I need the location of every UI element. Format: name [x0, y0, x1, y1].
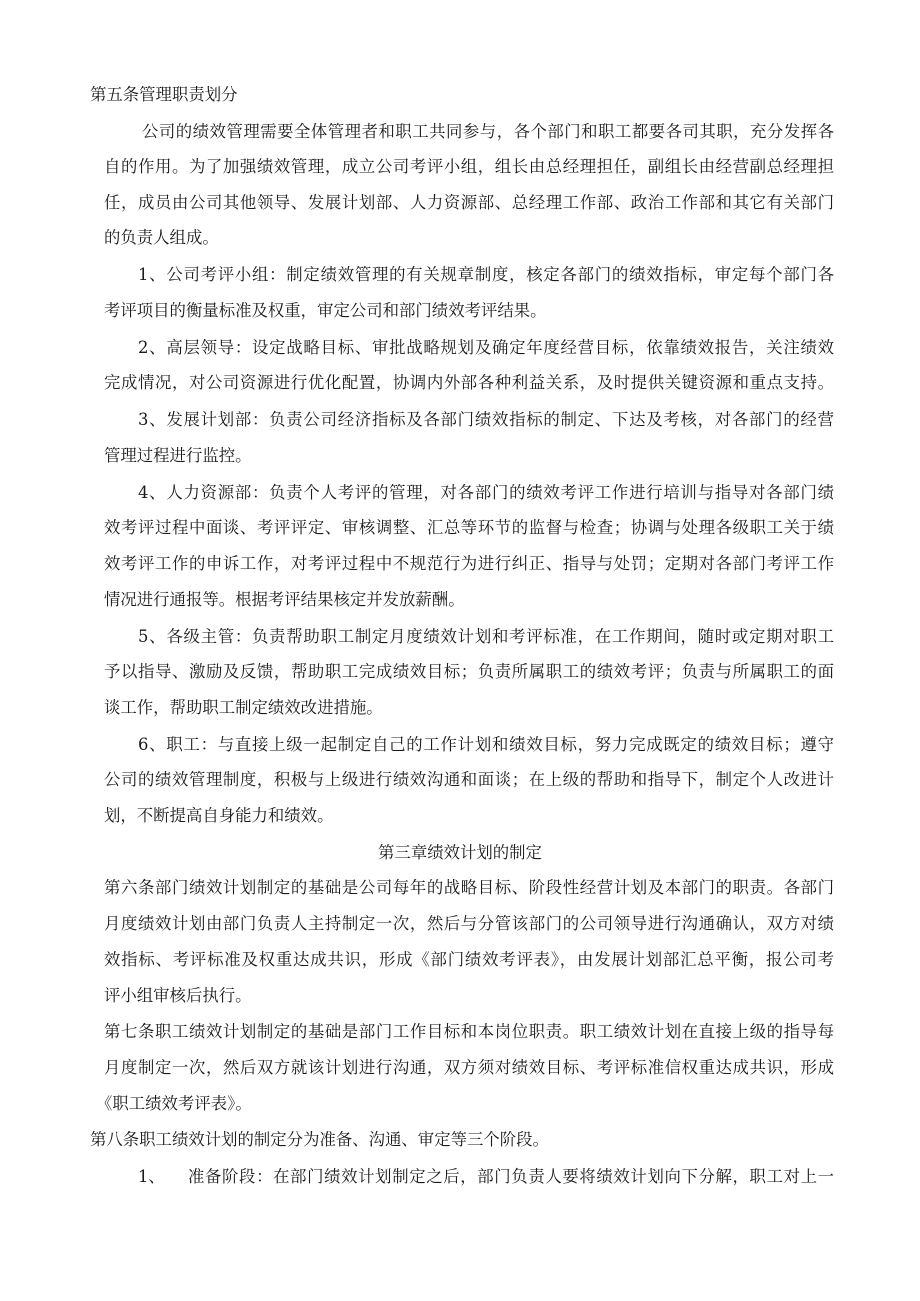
paragraph-line: 月度绩效计划由部门负责人主持制定一次，然后与分管该部门的公司领导进行沟通确认，双方对绩: [104, 914, 834, 933]
section-heading: 第八条职工绩效计划的制定分为准备、沟通、审定等三个阶段。: [90, 1130, 549, 1149]
chapter-heading: 第三章绩效计划的制定: [378, 843, 542, 862]
section-heading: 第五条管理职责划分: [90, 85, 238, 104]
paragraph-line: 效考评工作的申诉工作，对考评过程中不规范行为进行纠正、指导与处罚；定期对各部门考评工作: [104, 554, 834, 573]
paragraph-line: 4、人力资源部：负责个人考评的管理，对各部门的绩效考评工作进行培训与指导对各部门绩: [138, 483, 834, 502]
paragraph-line: 予以指导、激励及反馈，帮助职工完成绩效目标；负责所属职工的绩效考评；负责与所属职工的面: [104, 662, 834, 681]
paragraph-line: 谈工作，帮助职工制定绩效改进措施。: [104, 698, 383, 717]
paragraph-line: 月度制定一次，然后双方就该计划进行沟通，双方须对绩效目标、考评标准信权重达成共识，形成: [104, 1058, 834, 1077]
paragraph-line: 第七条职工绩效计划制定的基础是部门工作目标和本岗位职责。职工绩效计划在直接上级的指导每: [104, 1022, 834, 1041]
paragraph-line: 5、各级主管：负责帮助职工制定月度绩效计划和考评标准，在工作期间，随时或定期对职工: [138, 627, 834, 646]
paragraph-line: 《职工绩效考评表》。: [96, 1094, 252, 1113]
paragraph-line: 2、高层领导：设定战略目标、审批战略规划及确定年度经营目标，依靠绩效报告，关注绩效: [138, 338, 834, 357]
paragraph-line: 的负责人组成。: [104, 228, 219, 247]
paragraph-line: 考评项目的衡量标准及权重，审定公司和部门绩效考评结果。: [104, 301, 547, 320]
list-number: 1、: [138, 1167, 165, 1186]
paragraph-line: 公司的绩效管理需要全体管理者和职工共同参与，各个部门和职工都要各司其职，充分发挥各: [142, 122, 834, 141]
paragraph-line: 准备阶段：在部门绩效计划制定之后，部门负责人要将绩效计划向下分解，职工对上一: [188, 1167, 834, 1186]
paragraph-line: 情况进行通报等。根据考评结果核定并发放薪酬。: [104, 590, 465, 609]
paragraph-line: 3、发展计划部：负责公司经济指标及各部门绩效指标的制定、下达及考核，对各部门的经营: [138, 410, 834, 429]
paragraph-line: 6、职工：与直接上级一起制定自己的工作计划和绩效目标，努力完成既定的绩效目标；遵守: [138, 735, 834, 754]
paragraph-line: 任，成员由公司其他领导、发展计划部、人力资源部、总经理工作部、政治工作部和其它有关部门: [104, 193, 834, 212]
paragraph-line: 1、公司考评小组：制定绩效管理的有关规章制度，核定各部门的绩效指标，审定每个部门各: [138, 265, 834, 284]
paragraph-line: 公司的绩效管理制度，积极与上级进行绩效沟通和面谈；在上级的帮助和指导下，制定个人改进计: [104, 770, 834, 789]
paragraph-line: 自的作用。为了加强绩效管理，成立公司考评小组，组长由总经理担任，副组长由经营副总经理担: [104, 157, 834, 176]
paragraph-line: 管理过程进行监控。: [104, 446, 252, 465]
paragraph-line: 第六条部门绩效计划制定的基础是公司每年的战略目标、阶段性经营计划及本部门的职责。各部门: [104, 878, 834, 897]
paragraph-line: 划，不断提高自身能力和绩效。: [104, 806, 334, 825]
paragraph-line: 效考评过程中面谈、考评评定、审核调整、汇总等环节的监督与检查；协调与处理各级职工关于绩: [104, 518, 834, 537]
paragraph-line: 评小组审核后执行。: [104, 986, 252, 1005]
paragraph-line: 效指标、考评标准及权重达成共识，形成《部门绩效考评表》，由发展计划部汇总平衡，报公司考: [104, 950, 834, 969]
paragraph-line: 完成情况，对公司资源进行优化配置，协调内外部各种利益关系，及时提供关键资源和重点支持。: [104, 373, 834, 392]
